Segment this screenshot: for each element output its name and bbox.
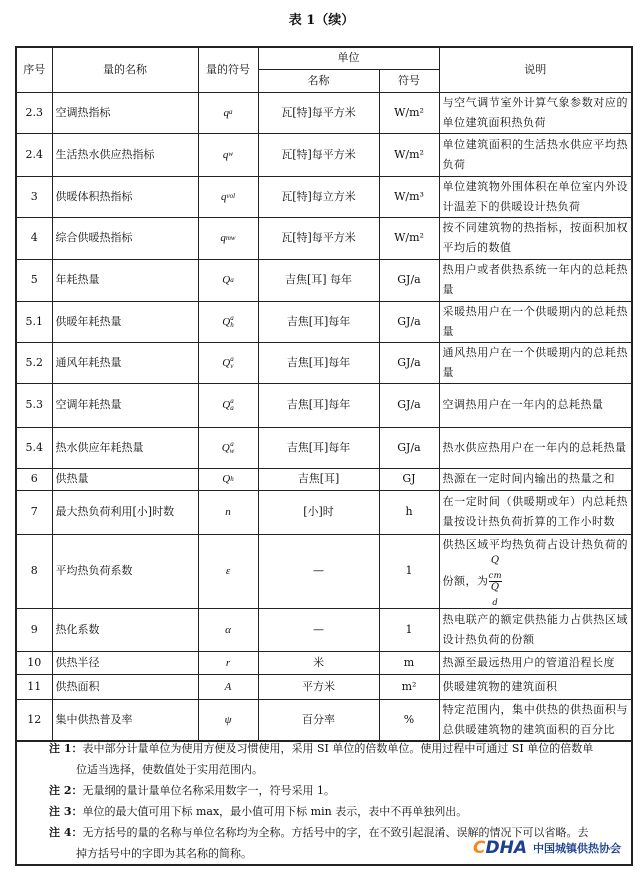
cell-unit-name: 吉焦[耳] 每年 [258,259,379,301]
cell-name: 热化系数 [52,608,198,651]
description-text: 空调热用户在一年内的总耗热量 [442,398,604,411]
cell-unit-symbol: 1 [379,534,439,608]
symbol-base: q [222,148,229,161]
cell-index: 5.1 [16,301,52,342]
cell-symbol [198,468,258,490]
header-index: 序号 [16,47,52,92]
symbol-base: A [224,680,232,693]
description-text: 在一定时间（供暖期或年）内总耗热量按设计热负荷折算的工作小时数 [442,495,628,528]
description-text: 通风热用户在一个供暖期内的总耗热量 [442,345,628,379]
symbol-base: Q [222,473,231,485]
cell-symbol [198,608,258,651]
description-text: 特定范围内，集中供热的供热面积与总供暖建筑物的建筑面积的百分比 [442,702,628,736]
cell-name: 年耗热量 [52,259,198,301]
cell-unit-symbol: m [379,651,439,674]
table-row [16,133,632,176]
symbol-sub: a [229,108,233,117]
description-text: 单位建筑物外围体积在单位室内外设计温差下的供暖设计热负荷 [442,179,628,213]
cell-unit-symbol: GJ/a [379,259,439,301]
symbol-sub: mw [225,233,236,242]
cell-unit-symbol: m² [379,674,439,699]
symbol-base: q [223,106,229,119]
cell-unit-name: 瓦[特]每平方米 [258,92,379,133]
fraction: Q $_{cm}$ Q $_d$ [488,554,503,607]
cell-unit-symbol: W/m² [379,217,439,259]
cell-index: 10 [16,651,52,674]
cell-name: 空调热指标 [52,92,198,133]
description-text: 单位建筑面积的生活热水供应平均热负荷 [442,137,628,171]
cell-name: 供热半径 [52,651,198,674]
cell-description [439,259,632,301]
cell-symbol [198,342,258,383]
cell-unit-name: — [258,534,379,608]
cell-unit-name: 瓦[特]每立方米 [258,176,379,217]
description-text: 热源在一定时间内输出的热量之和 [442,472,615,485]
symbol-base: r [225,656,231,669]
cell-name: 最大热负荷利用[小]时数 [52,490,198,534]
table-row [16,608,632,651]
cell-name: 热水供应年耗热量 [52,427,198,468]
cell-unit-name: 瓦[特]每平方米 [258,217,379,259]
table-row [16,342,632,383]
logo-mark: CDHA [473,838,527,858]
table-row [16,427,632,468]
cell-symbol [198,217,258,259]
symbol-base: Q [221,441,230,454]
header-description: 说明 [439,47,632,92]
logo [473,838,621,858]
cell-description [439,468,632,490]
symbol-sup: a [230,354,234,363]
cell-unit-name: — [258,608,379,651]
cell-unit-symbol: GJ [379,468,439,490]
note-label: 注 4： [49,826,83,839]
cell-symbol [198,534,258,608]
table-row [16,651,632,674]
description-text: 热源至最远热用户的管道沿程长度 [442,655,615,669]
cell-unit-name: 吉焦[耳]每年 [258,342,379,383]
table-row [16,217,632,259]
cell-name: 供热面积 [52,674,198,699]
cell-description [439,427,632,468]
symbol-base: Q [222,399,231,411]
cell-symbol [198,259,258,301]
table-row [16,259,632,301]
cell-symbol [198,176,258,217]
cell-unit-name: 平方米 [258,674,379,699]
note-text: 无方括号的量的名称与单位名称均为全称。方括号中的字，在不致引起混淆、误解的情况下可以省略。去 [82,826,589,839]
symbol-sup: a [230,397,234,406]
cell-index: 5.2 [16,342,52,383]
cell-unit-symbol: W/m² [379,133,439,176]
note-text: 无量纲的量计量单位名称采用数字一，符号采用 1。 [82,784,335,797]
cell-unit-name: 吉焦[耳] [258,468,379,490]
symbol-base: Q [222,274,231,286]
symbol-sub: w [229,446,235,455]
cell-description [439,301,632,342]
symbol-sub: w [228,150,234,159]
symbol-sup: a [230,313,234,322]
cell-index: 4 [16,217,52,259]
cell-description [439,92,632,133]
cell-index: 9 [16,608,52,651]
description-text: 按不同建筑物的热指标，按面积加权平均后的数值 [442,221,628,254]
cell-unit-name: 吉焦[耳]每年 [258,301,379,342]
cell-description [439,651,632,674]
cell-unit-name: [小]时 [258,490,379,534]
cell-name: 集中供热普及率 [52,699,198,741]
table-row [16,92,632,133]
note [49,738,609,780]
description-text: 采暖热用户在一个供暖期内的总耗热量 [442,304,628,338]
cell-symbol [198,92,258,133]
cell-name: 供暖年耗热量 [52,301,198,342]
cell-index: 2.4 [16,133,52,176]
symbol-base: ε [225,565,231,577]
header-unit-symbol: 符号 [379,69,439,92]
cell-unit-name: 吉焦[耳]每年 [258,383,379,427]
cell-symbol [198,383,258,427]
cell-unit-symbol: 1 [379,608,439,651]
header-symbol: 量的符号 [198,47,258,92]
cell-symbol [198,651,258,674]
cell-name: 供暖体积热指标 [52,176,198,217]
description-text: 与空气调节室外计算气象参数对应的单位建筑面积热负荷 [442,95,628,129]
symbol-sub: h [230,474,234,483]
cell-description [439,490,632,534]
cell-index: 2.3 [16,92,52,133]
cell-name: 供热量 [52,468,198,490]
symbol-base: q [220,190,227,203]
cell-index: 5.4 [16,427,52,468]
description-text: 热电联产的额定供热能力占供热区域设计热负荷的份额 [442,612,628,646]
cell-description [439,342,632,383]
cell-unit-name: 瓦[特]每平方米 [258,133,379,176]
note-text: 表中部分计量单位为使用方便及习惯使用，采用 SI 单位的倍数单位。使用过程中可通过 SI 单位的倍数单 [82,742,594,755]
cell-index: 3 [16,176,52,217]
symbol-sub: v [230,361,234,370]
table-row [16,468,632,490]
table-row [16,301,632,342]
cell-name: 生活热水供应热指标 [52,133,198,176]
symbol-base: q [220,232,226,244]
cell-description [439,383,632,427]
cell-unit-name: 吉焦[耳]每年 [258,427,379,468]
cell-name: 平均热负荷系数 [52,534,198,608]
cell-symbol [198,133,258,176]
cell-symbol [198,674,258,699]
symbol-sup: a [230,439,234,448]
cell-index: 11 [16,674,52,699]
note-label: 注 3： [49,805,83,818]
cell-symbol [198,301,258,342]
note-label: 注 2： [49,784,83,797]
cell-index: 6 [16,468,52,490]
symbol-sub: a [230,404,234,413]
note-text: 单位的最大值可用下标 max，最小值可用下标 min 表示，表中不再单独列出。 [82,805,468,818]
cell-unit-symbol: GJ/a [379,301,439,342]
cell-unit-symbol: GJ/a [379,427,439,468]
table-row [16,534,632,608]
note [49,801,609,822]
cell-unit-symbol: h [379,490,439,534]
cell-description [439,674,632,699]
symbol-base: Q [222,315,231,328]
cell-unit-symbol: W/m² [379,92,439,133]
table-row [16,674,632,699]
description-text: 供热区域平均热负荷占设计热负荷的份额，为 [442,537,628,587]
cell-description [439,176,632,217]
description-text: 热用户或者供热系统一年内的总耗热量 [442,263,628,296]
note-text-cont: 位适当选择，使数值处于实用范围内。 [76,763,263,776]
table-title: 表 1（续） [288,13,355,28]
table-row [16,383,632,427]
symbol-base: Q [222,356,231,369]
quantities-table [15,46,633,742]
cell-index: 12 [16,699,52,741]
cell-description [439,217,632,259]
symbol-sub: vol [226,192,236,201]
cell-symbol [198,490,258,534]
cell-description [439,133,632,176]
cell-unit-name: 百分率 [258,699,379,741]
cell-index: 5.3 [16,383,52,427]
cell-symbol [198,427,258,468]
cell-unit-symbol: GJ/a [379,342,439,383]
cell-unit-name: 米 [258,651,379,674]
logo-org: 中国城镇供热协会 [532,842,621,855]
note-label: 注 1： [49,742,83,755]
cell-description [439,608,632,651]
description-text: 供暖建筑物的建筑面积 [442,679,558,693]
cell-name: 空调年耗热量 [52,383,198,427]
table-row [16,490,632,534]
table-row [16,176,632,217]
cell-unit-symbol: % [379,699,439,741]
header-name: 量的名称 [52,47,198,92]
header-unit-name: 名称 [258,69,379,92]
cell-description [439,534,632,608]
cell-name: 综合供暖热指标 [52,217,198,259]
symbol-sub: h [230,320,234,329]
symbol-base: n [225,506,231,518]
cell-index: 7 [16,490,52,534]
symbol-base: ψ [224,713,232,726]
cell-unit-symbol: GJ/a [379,383,439,427]
note [49,780,609,801]
note-text-cont: 掉方括号中的字即为其名称的简称。 [76,847,252,860]
symbol-sup: a [230,275,234,284]
cell-index: 8 [16,534,52,608]
cell-name: 通风年耗热量 [52,342,198,383]
cell-unit-symbol: W/m³ [379,176,439,217]
cell-index: 5 [16,259,52,301]
description-text: 热水供应热用户在一年内的总耗热量 [442,440,627,454]
symbol-base: α [225,623,231,636]
header-unit: 单位 [258,47,439,69]
